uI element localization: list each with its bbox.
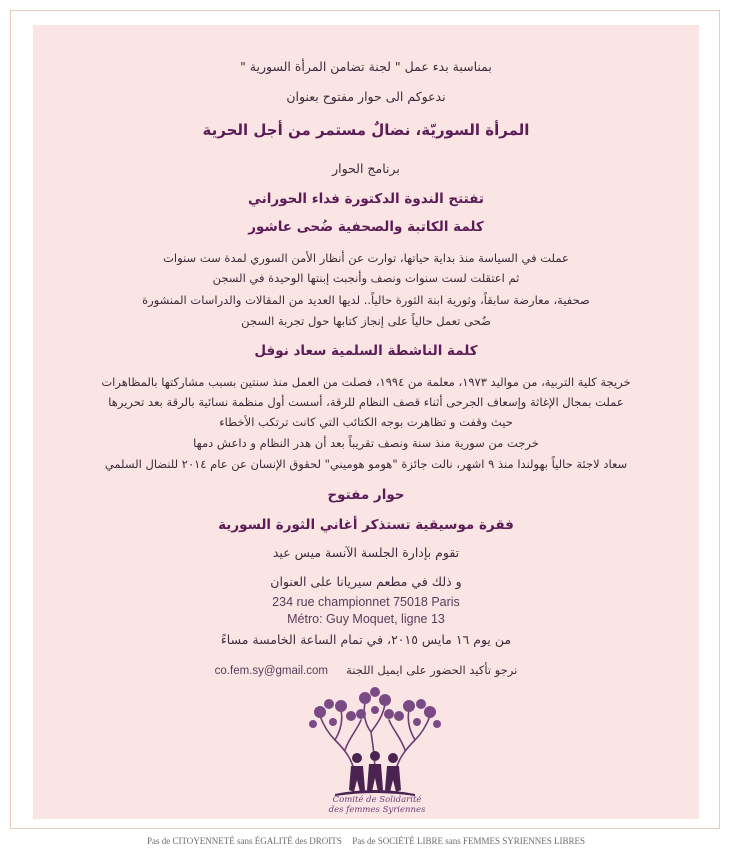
committee-logo	[305, 680, 445, 815]
rsvp-line	[33, 659, 699, 678]
metro-line: Métro: Guy Moquet, ligne 13	[287, 612, 445, 626]
occasion-line: بمناسبة بدء عمل " لجنة تضامن المرأة السورية "	[240, 59, 492, 74]
address-line: 234 rue championnet 75018 Paris	[272, 595, 460, 609]
speaker2-bio-line: حيث وقفت و تظاهرت بوجه الكتائب التي كانت ترتكب الأخطاء	[219, 415, 513, 429]
logo-line2: des femmes Syriennes	[328, 805, 426, 815]
program-heading: برنامج الحوار	[332, 161, 400, 176]
speaker2-bio-line: سعاد لاجئة حالياً بهولندا منذ ٩ اشهر، نالت جائزة "هومو هوميني" لحقوق الإنسان عن عام ٢٠١٤ للنضال السلمي	[104, 457, 628, 471]
speaker1-heading: كلمة الكاتبة والصحفية ضُحى عاشور	[248, 219, 484, 235]
logo-line1: Comité de Solidarité	[332, 795, 422, 805]
speaker2-bio-line: خرجت من سورية منذ سنة ونصف تقريباً بعد أن هدر النظام و داعش دمها	[193, 436, 539, 450]
venue-intro-line: و ذلك في مطعم سيريانا على العنوان	[270, 574, 462, 589]
speaker2-bio-line: خريجة كلية التربية، من مواليد ١٩٧٣، معلمة من ١٩٩٤، فصلت من العمل منذ سنتين بسبب مشاركتها بالمظاهرات	[101, 375, 631, 389]
speaker1-bio-line: ضُحى تعمل حالياً على إنجاز كتابها حول تجربة السجن	[241, 314, 491, 328]
event-title: المرأة السوريّة، نضالٌ مستمر من أجل الحرية	[202, 121, 530, 139]
speaker1-bio-line: عملت في السياسة منذ بداية حياتها، توارت عن أنظار الأمن السوري لمدة ست سنوات	[163, 251, 569, 265]
rsvp-text: نرجو تأكيد الحضور على ايميل اللجنة	[346, 663, 518, 677]
speaker1-bio-line: ثم اعتقلت لست سنوات ونصف وأنجبت إبنتها الوحيدة في السجن	[212, 271, 520, 285]
speaker2-bio-line: عملت بمجال الإغاثة وإسعاف الجرحى أثناء قصف النظام للرقة، أسست أول منظمة نسائية بالرقة بعد تحريرها	[108, 395, 624, 409]
invite-line: ندعوكم الى حوار مفتوح بعنوان	[286, 89, 446, 104]
moderator-line: تقوم بإدارة الجلسة الآنسة ميس عيد	[272, 545, 460, 560]
speaker2-heading: كلمة الناشطة السلمية سعاد نوفل	[254, 343, 478, 359]
speaker1-bio-line: صحفية، معارضة سابقاً، وثورية ابنة الثورة حالياً.. لديها العديد من المقالات والدراسات المنشورة	[142, 293, 590, 307]
footer-slogan-left: Pas de CITOYENNETÉ sans ÉGALITÉ des DROITS	[146, 836, 342, 846]
invitation-panel	[33, 25, 699, 819]
music-line: فقرة موسيقية تستذكر أغاني الثورة السورية	[218, 517, 514, 533]
date-line: من يوم ١٦ مايس ٢٠١٥، في تمام الساعة الخامسة مساءً	[220, 632, 512, 647]
opening-line: تفتتح الندوة الدكتورة فداء الحوراني	[248, 191, 484, 207]
open-dialogue-heading: حوار مفتوح	[327, 487, 405, 503]
footer-slogans	[0, 836, 732, 846]
rsvp-email-link[interactable]: co.fem.sy@gmail.com	[214, 665, 328, 677]
tree-women-icon	[305, 680, 445, 815]
footer-slogan-right: Pas de SOCIÉTÉ LIBRE sans FEMMES SYRIENNES LIBRES	[352, 836, 586, 846]
